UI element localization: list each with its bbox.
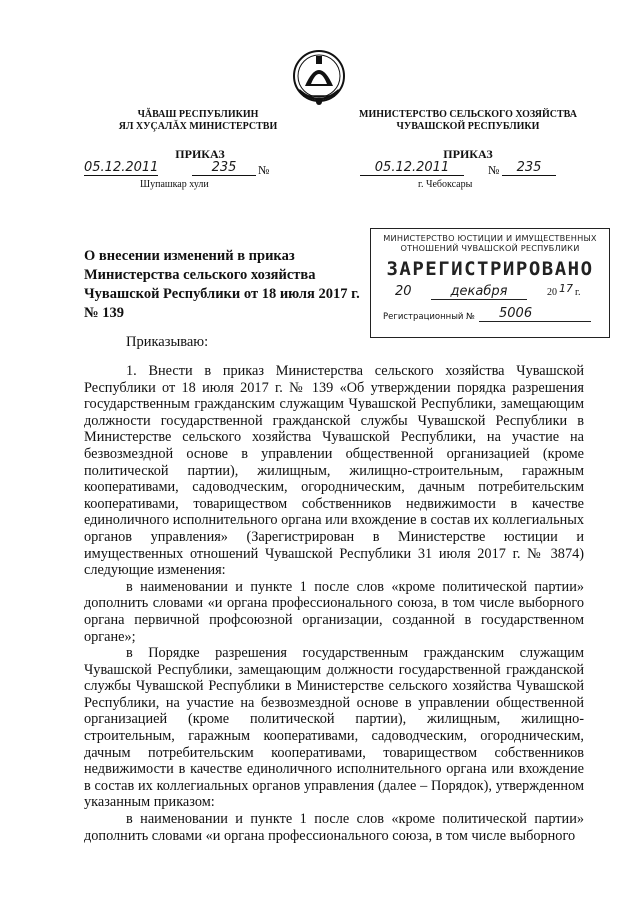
header-left-num-label: №	[258, 163, 270, 177]
stamp-registered: ЗАРЕГИСТРИРОВАНО	[386, 258, 594, 280]
header-right-prikaz: ПРИКАЗ	[443, 147, 493, 161]
stamp-year-suffix: г.	[575, 287, 581, 298]
header-left-city: Шупашкар хули	[140, 179, 209, 190]
stamp-day: 20	[395, 284, 412, 299]
stamp-line2: ОТНОШЕНИЙ ЧУВАШСКОЙ РЕСПУБЛИКИ	[400, 243, 580, 253]
header-left-prikaz: ПРИКАЗ	[175, 147, 225, 161]
header-right-date: 05.12.2011	[360, 160, 464, 176]
title-line3: Чувашской Республики от 18 июля 2017 г.	[84, 286, 360, 302]
order-word: Приказываю:	[126, 334, 209, 350]
header-right-num-label: №	[488, 163, 500, 177]
document-title	[84, 247, 374, 323]
paragraph-2: в наименовании и пункте 1 после слов «кроме политической партии» дополнить словами «и органа профессионального союза, в том числе выборного органа первичной профсоюзной организации, созданной в государственном органе»;	[84, 578, 584, 645]
title-line2: Министерства сельского хозяйства	[84, 267, 316, 283]
paragraph-4: в наименовании и пункте 1 после слов «кроме политической партии» дополнить словами «и органа профессионального союза, в том числе выборного	[84, 811, 584, 844]
header-left-line1: ЧĂВАШ РЕСПУБЛИКИН	[137, 109, 259, 120]
stamp-line1: МИНИСТЕРСТВО ЮСТИЦИИ И ИМУЩЕСТВЕННЫХ	[383, 233, 597, 243]
stamp-year-prefix: 20	[547, 287, 557, 298]
header-left-line2: ЯЛ ХУÇАЛĂХ МИНИСТЕРСТВИ	[118, 121, 278, 132]
stamp-year: 17	[559, 282, 573, 295]
stamp-month: декабря	[431, 284, 527, 300]
stamp-date-row	[371, 282, 609, 304]
title-line4: № 139	[84, 305, 124, 321]
stamp-reg-label: Регистрационный №	[383, 312, 475, 322]
registration-stamp	[370, 228, 610, 338]
paragraph-1: 1. Внести в приказ Министерства сельского хозяйства Чувашской Республики от 18 июля 2017 г. № 139 «Об утверждении порядка разрешения государственным гражданским служащим Чувашской Республики, замещающим должности государственной гражданской службы Чувашской Республики в Министерстве сельского хозяйства Чувашской Республики, на участие на безвозмездной основе в управлении общественной организацией (кроме политической партии), жилищным, жилищно-строительным, гаражным кооперативами, садоводческим, огородническим, дачным потребительским кооперативами, товариществом собственников недвижимости в качестве единоличного исполнительного органа или вхождение в состав их коллегиальных органов управления» (Зарегистрирован в Министерстве юстиции и имущественных отношений Чувашской Республики 31 июля 2017 г. № 3874) следующие изменения:	[84, 363, 584, 579]
stamp-reg-row	[371, 304, 609, 326]
header-right-line2: ЧУВАШСКОЙ РЕСПУБЛИКИ	[396, 121, 540, 132]
coat-of-arms-emblem	[291, 46, 347, 112]
stamp-reg-number: 5006	[479, 306, 591, 322]
header-left-number: 235	[192, 160, 256, 176]
header-right-number: 235	[502, 160, 556, 176]
header-left	[82, 109, 314, 133]
title-line1: О внесении изменений в приказ	[84, 248, 295, 264]
header-right-city: г. Чебоксары	[418, 179, 473, 190]
paragraph-3: в Порядке разрешения государственным гражданским служащим Чувашской Республики, замещающим должности государственной гражданской службы Чувашской Республики в Министерстве сельского хозяйства Чувашской Республики, на участие на безвозмездной основе в управлении общественной организацией (кроме политической партии), жилищным, жилищно-строительным, гаражным кооперативами, садоводческим, огородническим, дачным потребительским кооперативами, товариществом собственников недвижимости в качестве единоличного исполнительного органа или вхождение в состав их коллегиальных органов управления (далее – Порядок), утвержденном указанным приказом:	[84, 645, 584, 811]
header-right	[348, 109, 588, 133]
header-left-date: 05.12.2011	[84, 160, 159, 175]
header-right-line1: МИНИСТЕРСТВО СЕЛЬСКОГО ХОЗЯЙСТВА	[359, 109, 577, 120]
document-body	[84, 363, 584, 903]
